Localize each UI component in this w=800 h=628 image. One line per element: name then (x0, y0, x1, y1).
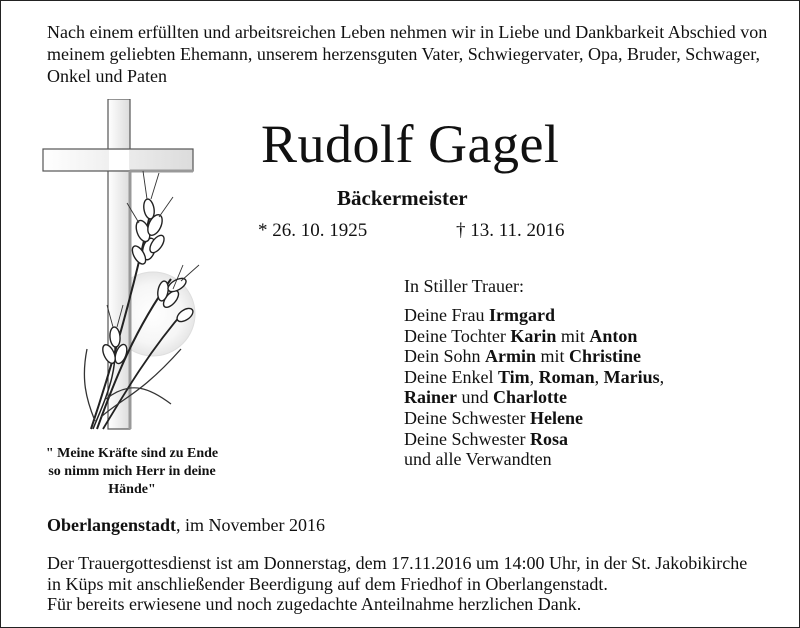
mourner-relation: und alle Verwandten (404, 449, 552, 470)
mourner-name: Anton (589, 325, 638, 346)
mourner-name: Rosa (529, 428, 568, 449)
mourner-name: Irmgard (488, 305, 555, 325)
mourners-heading: In Stiller Trauer: (404, 276, 524, 296)
place-date-text: , im November 2016 (176, 515, 325, 535)
mourner-line (404, 429, 664, 450)
mourner-relation: und (457, 387, 493, 408)
mourner-name: Armin (485, 346, 536, 367)
mourners-list (404, 305, 664, 470)
mourner-line (404, 305, 664, 326)
service-info (47, 553, 747, 615)
mourner-relation: Deine Schwester (404, 428, 530, 449)
place-town: Oberlangenstadt (47, 515, 177, 535)
mourner-name: Roman (538, 366, 595, 387)
quote-line-2: so nimm mich Herr in deine (48, 464, 216, 479)
service-line-3: Für bereits erwiesene und noch zugedachte Anteilnahme herzlichen Dank. (47, 594, 582, 614)
mourner-name: Rainer (404, 387, 457, 408)
mourner-name: Marius (603, 366, 660, 387)
quote (37, 445, 227, 499)
quote-line-3: Hände" (108, 482, 156, 497)
service-line-1: Der Trauergottesdienst ist am Donnerstag, dem 17.11.2016 um 14:00 Uhr, in der St. Jakobikirche (47, 553, 748, 573)
intro-line-2: meinem geliebten Ehemann, unserem herzensguten Vater, Schwiegervater, Opa, Bruder, Schwager, (47, 44, 761, 64)
mourner-line (404, 387, 664, 408)
mourner-relation: , (659, 366, 665, 387)
mourner-line (404, 449, 664, 470)
service-line-2: in Küps mit anschließender Beerdigung auf dem Friedhof in Oberlangenstadt. (47, 573, 608, 594)
mourner-relation: Deine Schwester (404, 407, 530, 428)
cross-with-wheat-icon (31, 99, 221, 439)
quote-line-1: " Meine Kräfte sind zu Ende (45, 446, 219, 461)
mourner-relation: mit (536, 346, 570, 367)
mourner-line (404, 326, 664, 347)
mourner-relation: mit (556, 325, 590, 346)
mourner-relation: , (529, 366, 539, 387)
mourner-name: Christine (569, 346, 642, 367)
death-date: † 13. 11. 2016 (456, 220, 565, 241)
intro-line-3: Onkel und Paten (47, 66, 167, 86)
birth-date: * 26. 10. 1925 (258, 220, 368, 241)
intro-text (47, 21, 767, 87)
mourner-name: Karin (510, 325, 557, 346)
mourner-line (404, 367, 664, 388)
deceased-name: Rudolf Gagel (261, 114, 560, 174)
mourner-relation: , (594, 366, 604, 387)
mourner-name: Helene (529, 407, 583, 428)
place-date (47, 515, 325, 536)
mourner-relation: Deine Frau (404, 305, 489, 325)
mourner-relation: Deine Enkel (404, 366, 498, 387)
mourner-name: Tim (497, 366, 530, 387)
intro-line-1: Nach einem erfüllten und arbeitsreichen Leben nehmen wir in Liebe und Dankbarkeit Abschied von (47, 22, 768, 42)
mourner-relation: Dein Sohn (404, 346, 485, 367)
mourner-name: Charlotte (493, 387, 567, 408)
mourner-line (404, 408, 664, 429)
deceased-profession: Bäckermeister (337, 186, 468, 210)
mourner-relation: Deine Tochter (404, 325, 511, 346)
mourner-line (404, 346, 664, 367)
